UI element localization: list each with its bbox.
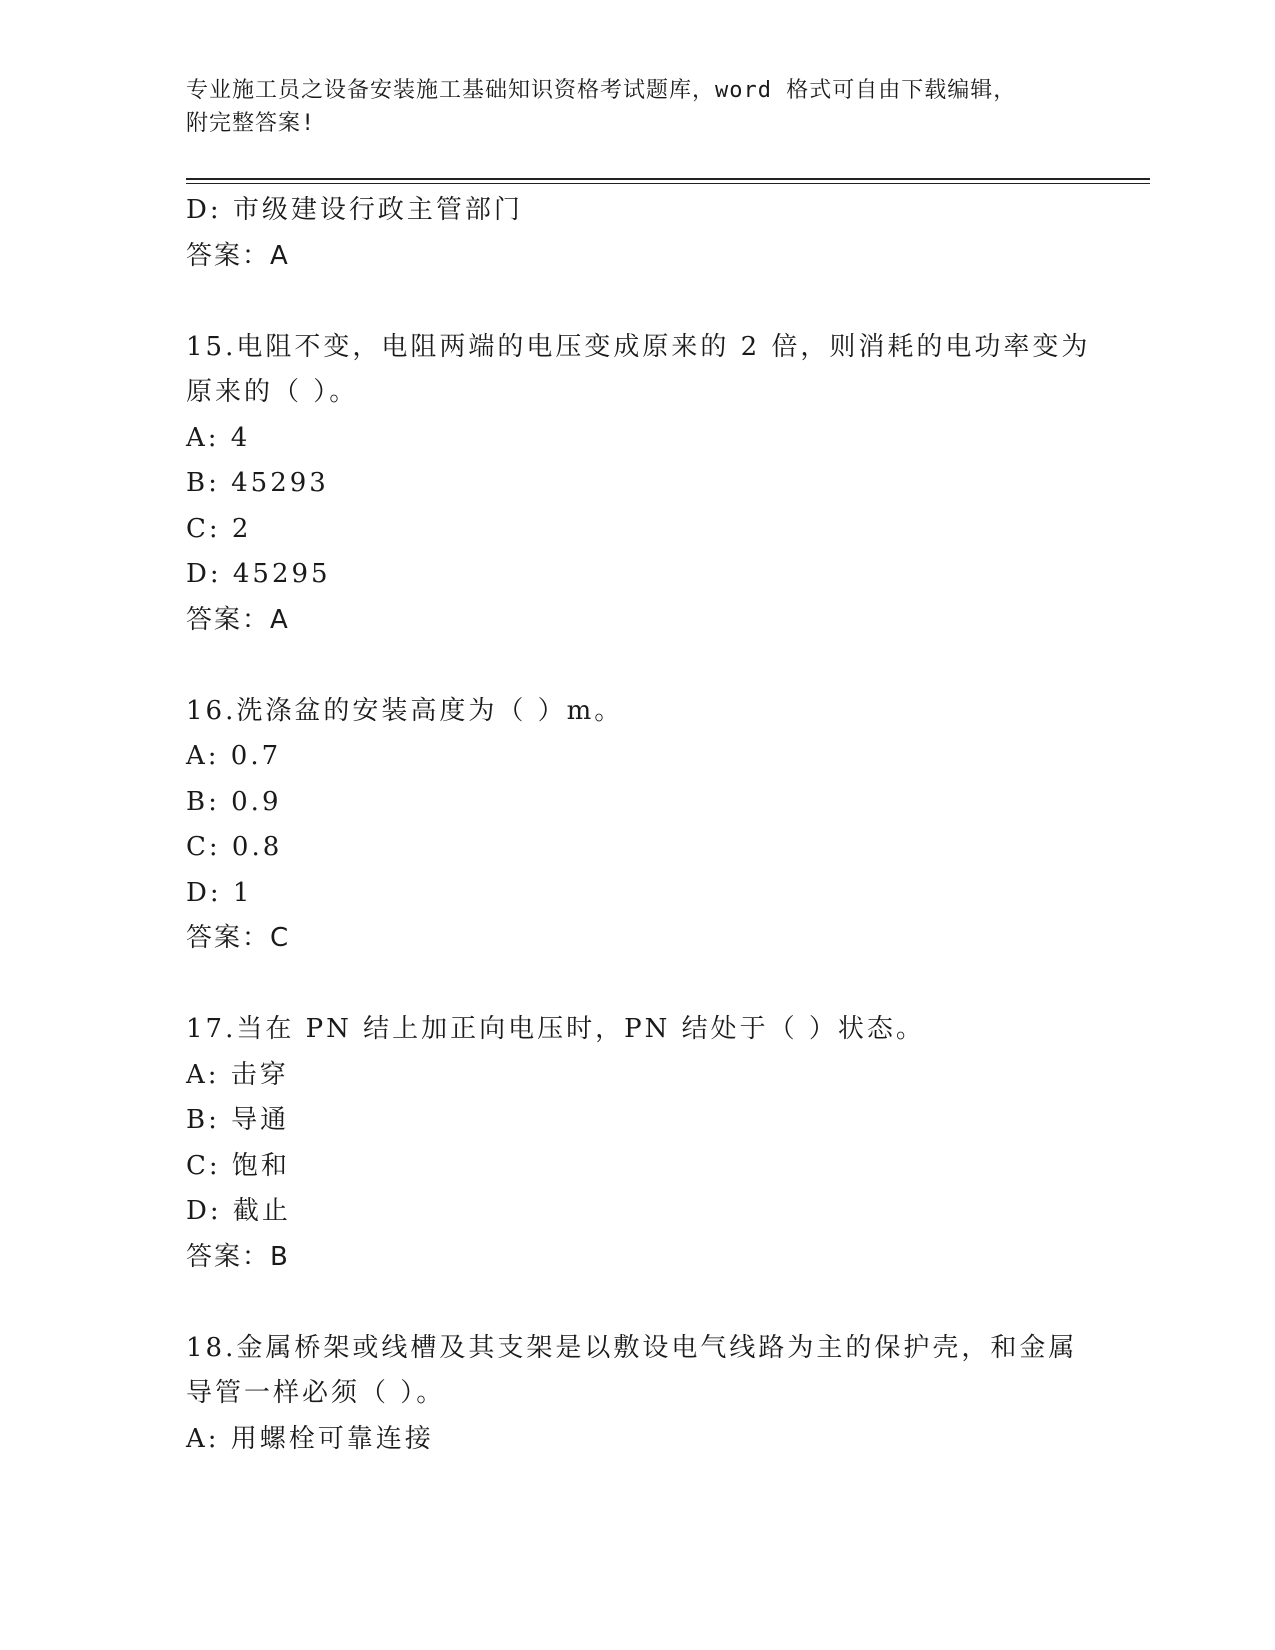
header-divider-thin [186,183,1150,184]
question-text: 18.金属桥架或线槽及其支架是以敷设电气线路为主的保护壳，和金属 [186,1332,1078,1363]
question-list [186,188,1091,1462]
spacer [186,643,1086,689]
option-a: A: 0.7 [186,741,282,771]
option-a: A: 击穿 [186,1059,289,1090]
option-b: B: 0.9 [186,786,282,817]
option-d: D: 45295 [186,559,331,589]
question-text: 15.电阻不变，电阻两端的电压变成原来的 2 倍，则消耗的电功率变为 [186,331,1091,362]
question-text: 17.当在 PN 结上加正向电压时，PN 结处于（ ）状态。 [186,1014,925,1044]
question-18 [186,1326,1086,1463]
header-divider-thick [186,178,1150,180]
option-c: C: 2 [186,513,252,544]
question-text-cont: 原来的（ ）。 [186,377,359,407]
header-line-1: 专业施工员之设备安装施工基础知识资格考试题库，word 格式可自由下载编辑， [186,78,1017,103]
option-b: B: 导通 [186,1105,290,1135]
question-text-cont: 导管一样必须（ ）。 [186,1378,446,1408]
answer-line: 答案：C [186,923,291,953]
spacer [186,279,1086,325]
option-a: A: 用螺栓可靠连接 [186,1423,434,1454]
option-a: A: 4 [186,422,251,453]
question-14-tail [186,188,1086,279]
header-line-2: 附完整答案! [186,111,316,136]
spacer [186,962,1086,1008]
option-d: D: 市级建设行政主管部门 [186,195,523,225]
page-header [186,74,1066,140]
option-c: C: 饱和 [186,1150,290,1181]
option-b: B: 45293 [186,468,329,498]
spacer [186,1280,1086,1326]
question-17 [186,1007,1086,1280]
answer-line: 答案：A [186,240,290,271]
option-c: C: 0.8 [186,832,283,862]
option-d: D: 截止 [186,1196,291,1226]
answer-line: 答案：B [186,1241,290,1272]
question-text: 16.洗涤盆的安装高度为（ ）m。 [186,695,624,726]
question-16 [186,689,1086,962]
answer-line: 答案：A [186,604,290,635]
question-15 [186,325,1091,644]
option-d: D: 1 [186,877,253,908]
